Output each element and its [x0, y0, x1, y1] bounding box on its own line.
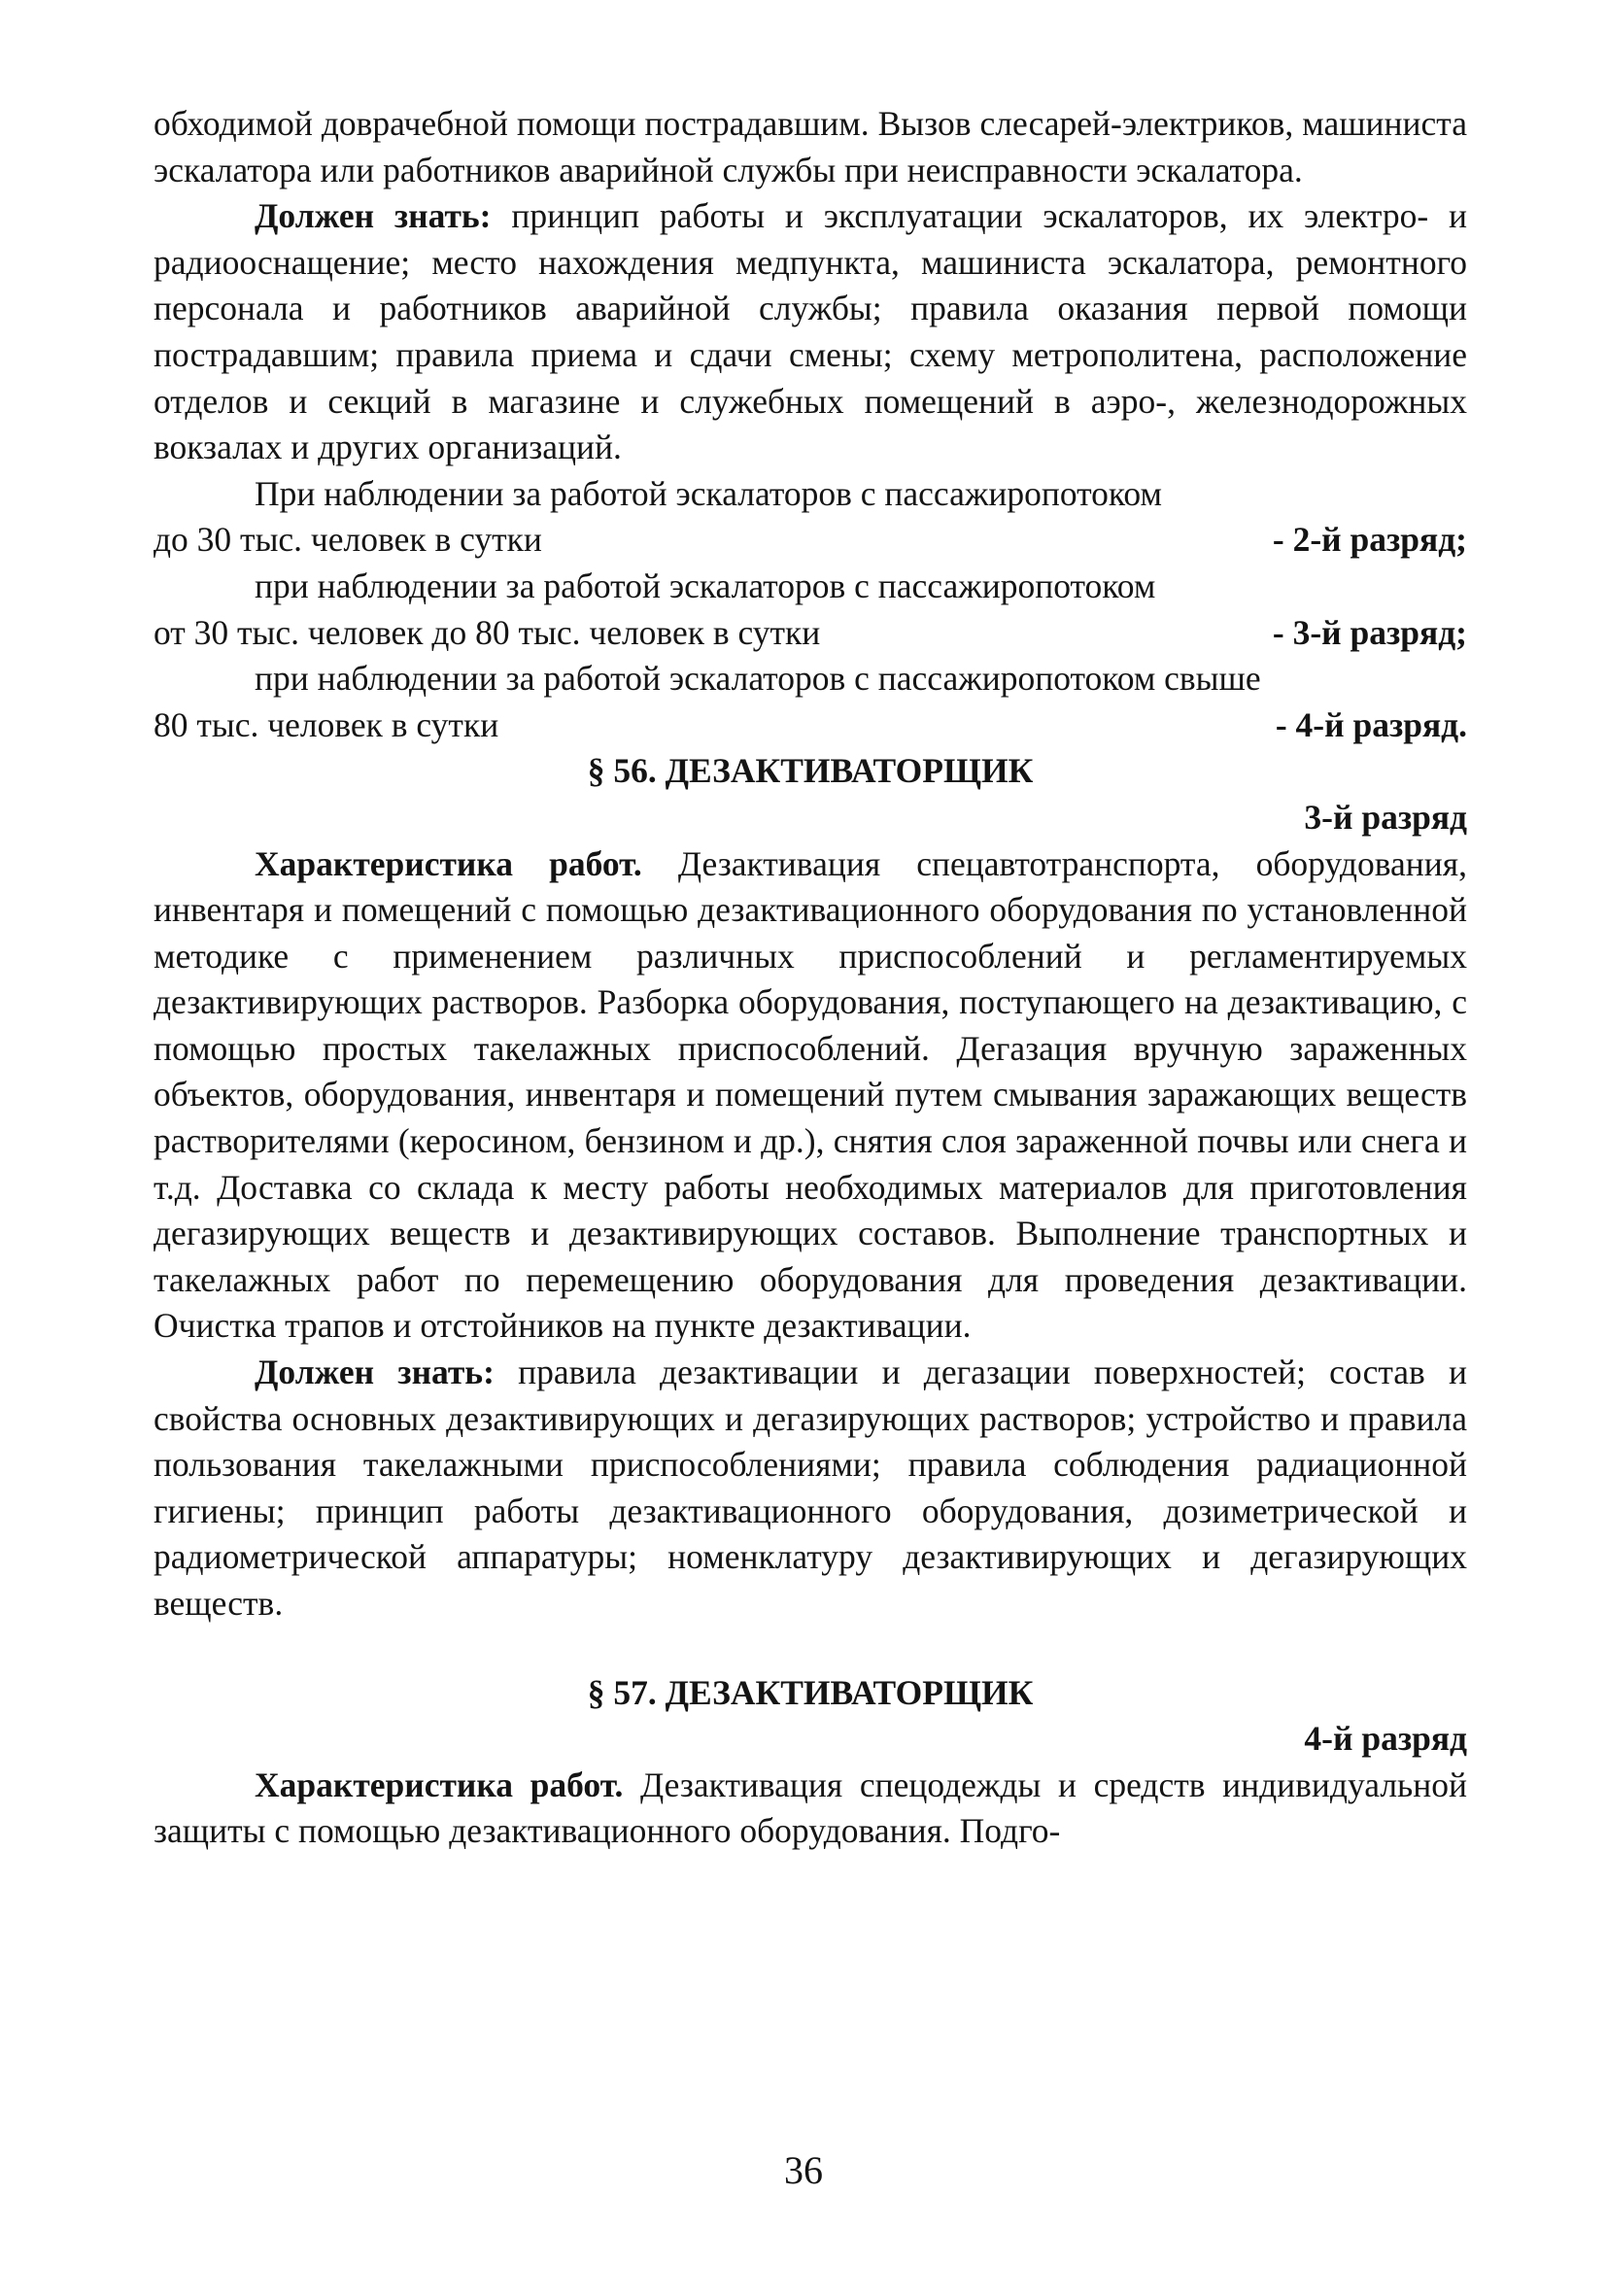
must-know-text: принцип работы и эксплуатации эскалаторов, их электро- и радиооснащение; место нахождения медпункта, машиниста эскалатора, ремонтного персонала и работников аварийной службы; правила оказания первой помощи пострадавшим; правила приема и сдачи смены; схему метрополитена, расположение отделов и секций в магазине и служебных помещений в аэро-, железнодорожных вокзалах и других организаций.: [154, 196, 1467, 467]
section56-rank: 3-й разряд: [1304, 797, 1467, 837]
characteristics-text: Дезактивация спецодежды и средств индивидуальной защиты с помощью дезактивационного оборудования. Подго-: [154, 1765, 1467, 1851]
section57-rank: 4-й разряд: [1304, 1719, 1467, 1759]
grade-block-1: [154, 471, 1467, 564]
grade-3-label: - 4-й разряд.: [1275, 704, 1467, 744]
document-page: [154, 101, 1467, 1855]
section55-must-know-paragraph: [154, 193, 1467, 471]
grade-2-line1: при наблюдении за работой эскалаторов с пассажиропотоком: [255, 565, 1156, 605]
grade-2-label: - 3-й разряд;: [1272, 612, 1467, 652]
page-number: 36: [784, 2148, 823, 2192]
section56-characteristics-paragraph: [154, 841, 1467, 1351]
grade-1-line1: При наблюдении за работой эскалаторов с пассажиропотоком: [255, 473, 1162, 513]
grade-2-line2: от 30 тыс. человек до 80 тыс. человек в сутки: [154, 612, 821, 652]
grade-1-label: - 2-й разряд;: [1272, 520, 1467, 560]
grade-1-line2: до 30 тыс. человек в сутки: [154, 520, 542, 560]
section56-title: § 56. ДЕЗАКТИВАТОРЩИК: [587, 751, 1034, 791]
grade-block-2: [154, 564, 1467, 656]
grade-1-row: [154, 517, 1467, 564]
must-know-text: правила дезактивации и дегазации поверхностей; состав и свойства основных дезактивирующих и дегазирующих растворов; устройство и правила пользования такелажными приспособлениями; правила соблюдения радиационной гигиены; принцип работы дезактивационного оборудования, дозиметрической и радиометрической аппаратуры; номенклатуру дезактивирующих и дегазирующих веществ.: [154, 1353, 1467, 1623]
section55-continuation-paragraph: обходимой доврачебной помощи пострадавшим. Вызов слесарей-электриков, машиниста эскалатора или работников аварийной службы при неисправности эскалатора.: [154, 104, 1467, 189]
characteristics-lead: Характеристика работ.: [255, 1765, 624, 1804]
must-know-lead: Должен знать:: [255, 196, 492, 236]
grade-block-3: [154, 656, 1467, 748]
grade-3-line2: 80 тыс. человек в сутки: [154, 704, 499, 744]
section57-title: § 57. ДЕЗАКТИВАТОРЩИК: [587, 1672, 1034, 1712]
grade-3-row: [154, 703, 1467, 749]
characteristics-text: Дезактивация спецавтотранспорта, оборудования, инвентаря и помещений с помощью дезактивационного оборудования по установленной методике с применением различных приспособлений и регламентируемых дезактивирующих растворов. Разборка оборудования, поступающего на дезактивацию, с помощью простых такелажных приспособлений. Дегазация вручную зараженных объектов, оборудования, инвентаря и помещений путем смывания заражающих веществ растворителями (керосином, бензином и др.), снятия слоя зараженной почвы или снега и т.д. Доставка со склада к месту работы необходимых материалов для приготовления дегазирующих веществ и дезактивирующих составов. Выполнение транспортных и такелажных работ по перемещению оборудования для проведения дезактивации. Очистка трапов и отстойников на пункте дезактивации.: [154, 843, 1467, 1346]
grade-3-line1: при наблюдении за работой эскалаторов с пассажиропотоком свыше: [255, 659, 1261, 699]
characteristics-lead: Характеристика работ.: [255, 843, 642, 883]
section57-characteristics-paragraph: [154, 1763, 1467, 1855]
section56-must-know-paragraph: [154, 1350, 1467, 1628]
grade-2-row: [154, 610, 1467, 657]
must-know-lead: Должен знать:: [255, 1353, 495, 1392]
